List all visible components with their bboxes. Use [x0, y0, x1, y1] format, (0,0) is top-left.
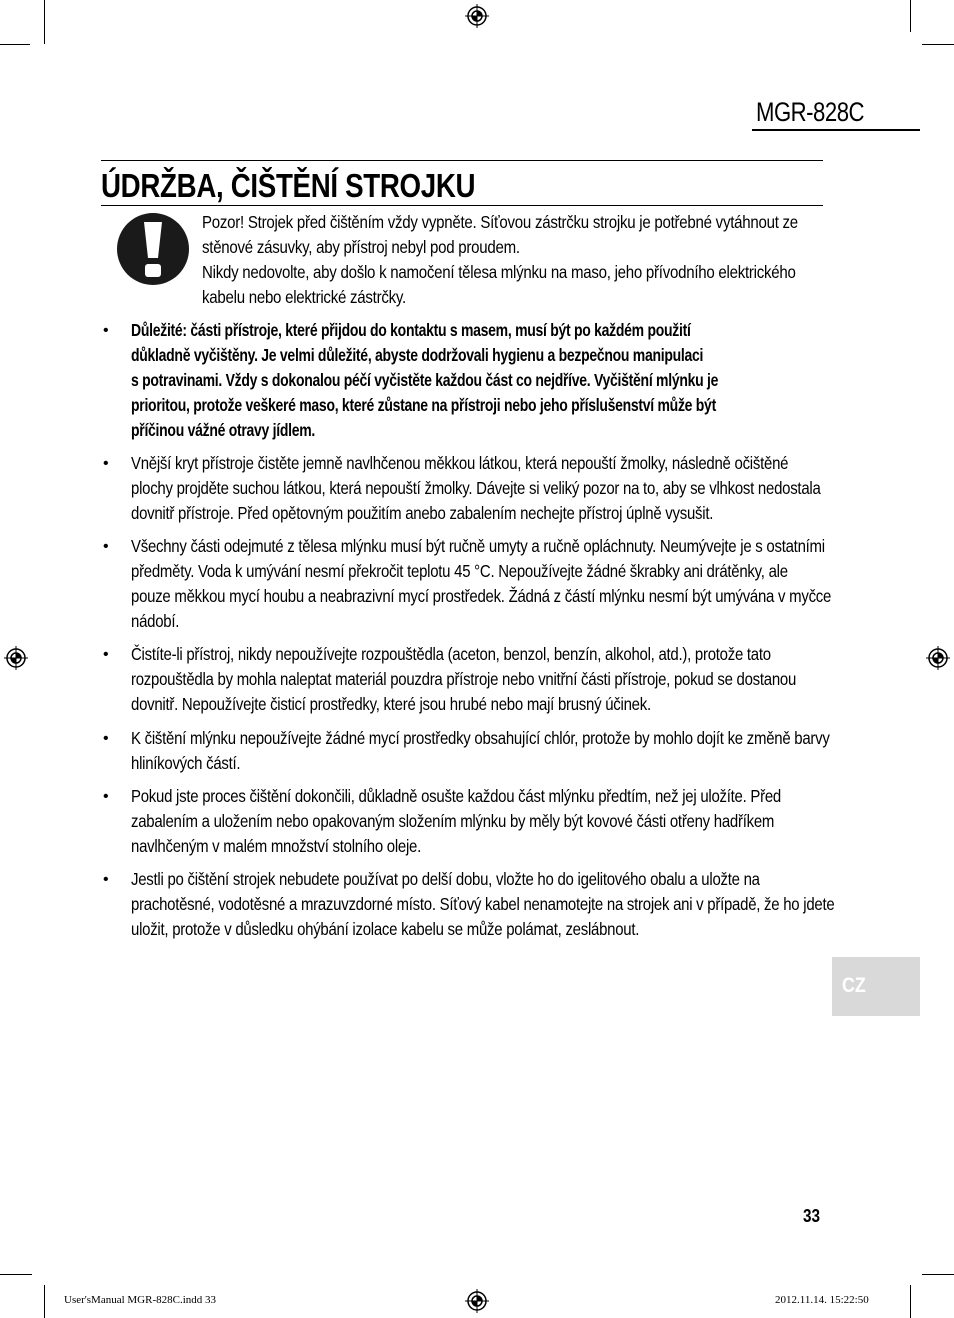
- page-number: 33: [803, 1206, 821, 1226]
- list-item-line: Důležité: části přístroje, které přijdou do kontaktu s masem, musí být po každém použití: [131, 320, 691, 340]
- section-title: ÚDRŽBA, ČIŠTĚNÍ STROJKU: [101, 167, 476, 204]
- list-item-line: Jestli po čištění strojek nebudete používat po delší dobu, vložte ho do igelitového obalu a uložte na: [131, 869, 760, 889]
- language-tab: [832, 957, 920, 1016]
- warning-line: Nikdy nedovolte, aby došlo k namočení tělesa mlýnku na maso, jeho přívodního elektrického: [202, 262, 796, 282]
- bullet-icon: •: [103, 322, 109, 339]
- bullet-icon: •: [103, 788, 109, 805]
- list-item-line: prioritou, protože veškeré maso, které zůstane na přístroji nebo jeho příslušenství může být: [131, 395, 716, 415]
- bullet-icon: •: [103, 538, 109, 555]
- list-item-line: hliníkových částí.: [131, 753, 241, 773]
- list-item-line: Pokud jste proces čištění dokončili, důkladně osušte každou část mlýnku předtím, než jej uložíte. Před: [131, 786, 782, 806]
- list-item-line: pouze měkkou mycí houbu a neabrazivní mycí prostředek. Žádná z částí mlýnku nesmí být umývána v myčce: [131, 586, 832, 606]
- list-item-line: prachotěsné, vodotěsné a mrazuvzdorné místo. Síťový kabel nenamotejte na strojek ani v případě, že ho jdete: [131, 894, 835, 914]
- slug-file: User'sManual MGR-828C.indd 33: [64, 1294, 217, 1306]
- warning-line: kabelu nebo elektrické zástrčky.: [202, 287, 406, 307]
- list-item-line: Všechny části odejmuté z tělesa mlýnku musí být ručně umyty a ručně opláchnuty. Neumývejte je s ostatními: [131, 536, 825, 556]
- model-name: MGR-828C: [756, 97, 865, 127]
- list-item-line: Čistíte-li přístroj, nikdy nepoužívejte rozpouštědla (aceton, benzol, benzín, alkohol, atd.), protože tato: [131, 644, 771, 664]
- list-item-text: [131, 534, 832, 634]
- list-item-line: rozpouštědla by mohla naleptat materiál pouzdra přístroje nebo vnitřní části přístroje, pokud se dostanou: [131, 669, 797, 689]
- list-item-line: nádobí.: [131, 611, 180, 631]
- bullet-icon: •: [103, 455, 109, 472]
- warning-line: stěnové zásuvky, aby přístroj nebyl pod proudem.: [202, 237, 520, 257]
- list-item-line: K čištění mlýnku nepoužívejte žádné mycí prostředky obsahující chlór, protože by mohlo dojít ke změně barvy: [131, 728, 830, 748]
- list-item-line: dovnitř přístroje. Před opětovným použitím anebo zabalením nechejte přístroj úplně vysušit.: [131, 503, 714, 523]
- list-item-line: předměty. Voda k umývání nesmí překročit teplotu 45 °C. Nepoužívejte žádné škrabky ani drátěnky, ale: [131, 561, 788, 581]
- list-item-text: [131, 867, 835, 942]
- list-item-text: [131, 726, 830, 776]
- list-item-text: [131, 318, 763, 443]
- list-item-line: dovnitř. Nepoužívejte čisticí prostředky, které jsou hrubé nebo mají brusný účinek.: [131, 694, 651, 714]
- list-item-line: plochy projděte suchou látkou, která nepouští žmolky. Dávejte si veliký pozor na to, aby se vlhkost nedostala: [131, 478, 821, 498]
- list-item-line: příčinou vážné otravy jídlem.: [131, 420, 316, 440]
- list-item-text: [131, 784, 822, 859]
- list-item-line: uložit, protože v důsledku ohýbání izolace kabelu se může polámat, zeslábnout.: [131, 919, 640, 939]
- list-item-line: navlhčeným v malém množství stolního oleje.: [131, 836, 422, 856]
- bullet-icon: •: [103, 646, 109, 663]
- list-item-text: [131, 451, 822, 526]
- bullet-icon: •: [103, 871, 109, 888]
- list-item-line: důkladně vyčištěny. Je velmi důležité, abyste dodržovali hygienu a bezpečnou manipulaci: [131, 345, 704, 365]
- slug-datetime: 2012.11.14. 15:22:50: [775, 1294, 869, 1306]
- warning-line: Pozor! Strojek před čištěním vždy vypněte. Síťovou zástrčku strojku je potřebné vytáhnout ze: [202, 212, 798, 232]
- list-item-line: Vnější kryt přístroje čistěte jemně navlhčenou měkkou látkou, která nepouští žmolky, následně očištěné: [131, 453, 789, 473]
- language-tab-label: CZ: [842, 974, 866, 997]
- list-item-text: [131, 642, 822, 717]
- list-item-line: zabalením a uložením nebo opakovaným složením mlýnku by měly být kovové části otřeny hadříkem: [131, 811, 775, 831]
- bullet-icon: •: [103, 730, 109, 747]
- list-item-line: s potravinami. Vždy s dokonalou péčí vyčistěte každou část co nejdříve. Vyčištění mlýnku je: [131, 370, 719, 390]
